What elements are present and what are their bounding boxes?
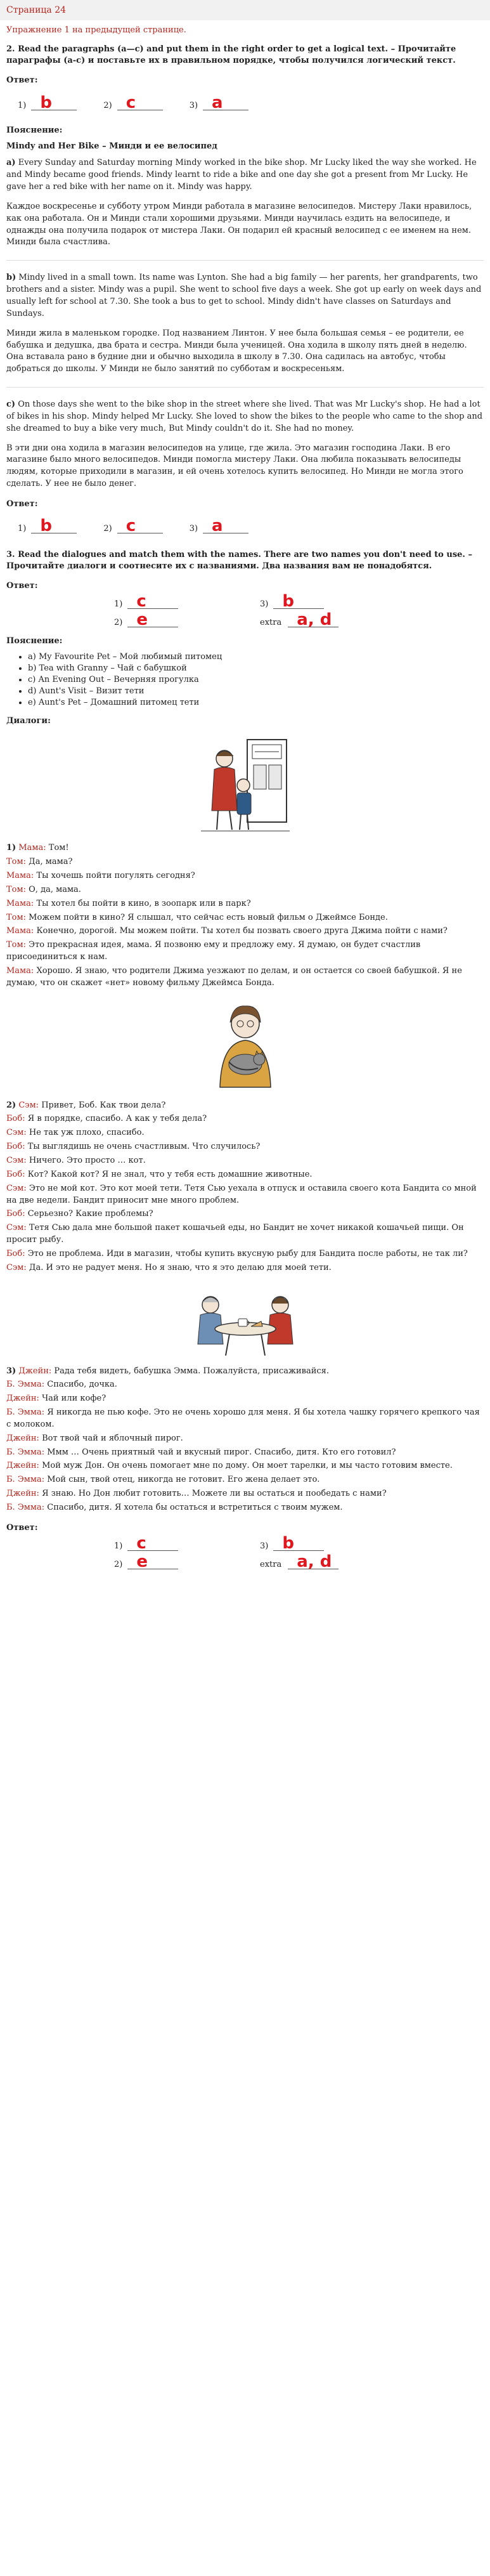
paragraph-ru: Каждое воскресенье и субботу утром Минди работала в магазине велосипедов. Мистеру Лаки нравилось, как она работала. Он и Минди стали хорошими друзьями. Минди научилась ездить на велосипеде, и однажды она получила подарок от мистера Лаки. Он подарил ей красный велосипед с ее именем на нем. Минди была счастлива. [6,201,472,247]
answer-item: 2) e [114,1557,260,1569]
dialogues-label: Диалоги: [6,716,51,726]
dialogue-line: Мама: Ты хотел бы пойти в кино, в зоопарк или в парк? [6,898,251,908]
answer-item: 3) a [190,98,248,110]
list-item: • b) Tea with Granny – Чай с бабушкой [28,664,484,673]
answer-value: b [282,592,294,611]
cat-illustration [201,998,290,1094]
dialogue-line: 2) Сэм: Привет, Боб. Как твои дела? [6,1100,166,1110]
answer-item: 3) b [260,597,380,609]
answer-label: Ответ: [6,75,38,86]
task2-answers-repeat [114,1533,484,1571]
answer-item: extra a, d [260,615,380,627]
paragraph-ru: Минди жила в маленьком городке. Под названием Линтон. У нее была большая семья – ее родители, ее бабушка и дедушка, два брата и сестра. Минди была ученицей. Она ходила в школу пять дней в неделю. Она вставала рано в будние дни и обычно выходила в школу в 7.30. Она садилась на автобус, чтобы добраться до школы. У Минди не было занятий по субботам и воскресеньям. [6,328,467,374]
cinema-illustration [198,735,293,836]
dialogue-line: Б. Эмма: Мой сын, твой отец, никогда не готовит. Его жена делает это. [6,1475,320,1485]
list-item: • c) An Evening Out – Вечерняя прогулка [28,675,484,684]
explanation-label: Пояснение: [6,636,63,646]
explanation-label: Пояснение: [6,126,63,136]
subtitle: Упражнение 1 на предыдущей странице. [6,25,186,35]
answer-label: Ответ: [6,581,38,591]
page-title: Страница 24 [0,0,490,20]
answer-value: a [212,516,223,536]
task1-answers-repeat [18,515,484,540]
dialogue-1 [6,842,484,989]
answer-item: extra a, d [260,1557,380,1569]
answer-item: 3) b [260,1539,380,1551]
answer-label: Ответ: [6,499,38,509]
dialogue-3 [6,1366,484,1514]
paragraph-ru: В эти дни она ходила в магазин велосипедов на улице, где жила. Это магазин господина Лаки. В его магазине было много велосипедов. Минди помогла мистеру Лаки. Она любила показывать велосипеды людям, которые приходили в магазин, и ей очень хотелось купить велосипед. Но Минди не могла этого сделать. У нее не было денег. [6,443,463,489]
dialogue-line: Б. Эмма: Я никогда не пью кофе. Это не очень хорошо для меня. Я бы хотела чашку горячего крепкого чая с молоком. [6,1408,480,1429]
tea-illustration [185,1283,306,1359]
dialogue-line: Мама: Ты хочешь пойти погулять сегодня? [6,871,195,880]
answer-value: b [40,516,52,536]
dialogue-line: Джейн: Я знаю. Но Дон любит готовить… Можете ли вы остаться и пообедать с нами? [6,1489,387,1499]
divider [6,387,484,388]
answer-item: 1) c [114,597,260,609]
list-item: • a) My Favourite Pet – Мой любимый питомец [28,652,484,662]
dialogue-line: Сэм: Ничего. Это просто … кот. [6,1155,146,1165]
answer-value: c [136,1533,146,1553]
answer-value: a [212,93,223,112]
answer-item: 2) e [114,615,260,627]
answer-value: a, d [297,610,332,630]
answer-item: 1) b [18,98,77,110]
answer-item: 1) b [18,521,77,533]
dialogue-line: Боб: Это не проблема. Иди в магазин, чтобы купить вкусную рыбу для Бандита после работы, не так ли? [6,1248,468,1259]
task2-answers [114,592,484,630]
dialogue-line: Мама: Хорошо. Я знаю, что родители Джима уезжают по делам, и он остается со своей бабушкой. Я не думаю, что он скажет «нет» новому фильму Джеймса Бонда. [6,965,462,988]
answer-value: c [136,592,146,611]
answer-item: 1) c [114,1539,260,1551]
answer-value: b [282,1533,294,1553]
dialogue-line: Джейн: Чай или кофе? [6,1394,106,1404]
dialogue-line: Б. Эмма: Спасибо, дитя. Я хотела бы остаться и встретиться с твоим мужем. [6,1503,343,1512]
dialogue-line: Сэм: Да. И это не радует меня. Но я знаю, что я это делаю для моей тети. [6,1262,332,1272]
dialogue-line: 1) Мама: Том! [6,843,69,853]
answer-value: c [126,93,136,112]
answer-label: Ответ: [6,1522,38,1533]
dialogue-line: Б. Эмма: Спасибо, дочка. [6,1380,117,1390]
answer-value: a, d [297,1552,332,1571]
dialogue-line: Том: Можем пойти в кино? Я слышал, что сейчас есть новый фильм о Джеймсе Бонде. [6,912,388,922]
answer-item: 3) a [190,521,248,533]
dialogue-line: Джейн: Мой муж Дон. Он очень помогает мне по дому. Он моет тарелки, и мы часто готовим вместе. [6,1461,453,1471]
answer-value: e [136,610,148,630]
dialogue-line: Том: Это прекрасная идея, мама. Я позвоню ему и предложу ему. Я думаю, он будет счастлив присоединиться к нам. [6,940,421,962]
divider [6,260,484,261]
list-item: • d) Aunt's Visit – Визит тети [28,686,484,696]
dialogue-line: Сэм: Не так уж плохо, спасибо. [6,1128,145,1138]
names-list [6,652,484,707]
dialogue-line: Джейн: Вот твой чай и яблочный пирог. [6,1433,183,1443]
answer-value: c [126,516,136,536]
dialogue-line: Боб: Я в порядке, спасибо. А как у тебя дела? [6,1114,207,1124]
answer-value: b [40,93,52,112]
dialogue-line: Сэм: Это не мой кот. Это кот моей тети. Тетя Сью уехала в отпуск и оставила своего кота Бандита со мной на две недели. Бандит приносит мне много проблем. [6,1183,477,1205]
story-title: Mindy and Her Bike – Минди и ее велосипед [6,141,217,152]
answer-item: 2) c [103,98,162,110]
dialogue-line: Б. Эмма: Ммм … Очень приятный чай и вкусный пирог. Спасибо, дитя. Кто его готовил? [6,1447,396,1457]
dialogue-line: Сэм: Тетя Сью дала мне большой пакет кошачьей еды, но Бандит не хочет никакой кошачьей пищи. Он просит рыбу. [6,1223,464,1245]
dialogue-line: 3) Джейн: Рада тебя видеть, бабушка Эмма. Пожалуйста, присаживайся. [6,1366,329,1376]
task1-instruction: 2. Read the paragraphs (a—c) and put them in the right order to get a logical text. – Прочитайте параграфы (a-c) и поставьте их в правильном порядке, чтобы получился логический текст. [6,44,456,66]
dialogue-line: Боб: Ты выглядишь не очень счастливым. Что случилось? [6,1142,261,1152]
task1-answers [18,91,484,117]
list-item: • e) Aunt's Pet – Домашний питомец тети [28,698,484,707]
dialogue-line: Том: Да, мама? [6,857,73,867]
paragraph-en: b) Mindy lived in a small town. Its name was Lynton. She had a big family — her parents, her grandparents, two brothers and a sister. Mindy was a pupil. She went to school five days a week. She got up early on week days and usually left for school at 7.30. She took a bus to get to school. Mindy didn't have classes on Saturdays and Sundays. [6,273,482,318]
dialogue-line: Том: О, да, мама. [6,884,81,894]
task2-instruction: 3. Read the dialogues and match them with the names. There are two names you don't need to use. – Прочитайте диалоги и соотнесите их с названиями. Два названия вам не понадобятся. [6,549,472,572]
dialogue-line: Боб: Кот? Какой кот? Я не знал, что у тебя есть домашние животные. [6,1169,313,1179]
answer-value: e [136,1552,148,1571]
dialogue-2 [6,1100,484,1274]
dialogue-line: Мама: Конечно, дорогой. Мы можем пойти. Ты хотел бы позвать своего друга Джима пойти с нами? [6,926,448,936]
paragraph-en: a) Every Sunday and Saturday morning Mindy worked in the bike shop. Mr Lucky liked the way she worked. He and Mindy became good friends. Mindy learnt to ride a bike and one day she got a present from Mr Lucky. He gave her a red bike with her name on it. Mindy was happy. [6,158,477,192]
answer-item: 2) c [103,521,162,533]
dialogue-line: Боб: Серьезно? Какие проблемы? [6,1209,153,1219]
paragraph-en: c) On those days she went to the bike shop in the street where she lived. That was Mr Lucky's shop. He had a lot of bikes in his shop. Mindy helped Mr Lucky. She loved to show the bikes to the people who came to the shop and she dreamed to buy a bike very much, But Mindy couldn't do it. She had no money. [6,400,483,433]
